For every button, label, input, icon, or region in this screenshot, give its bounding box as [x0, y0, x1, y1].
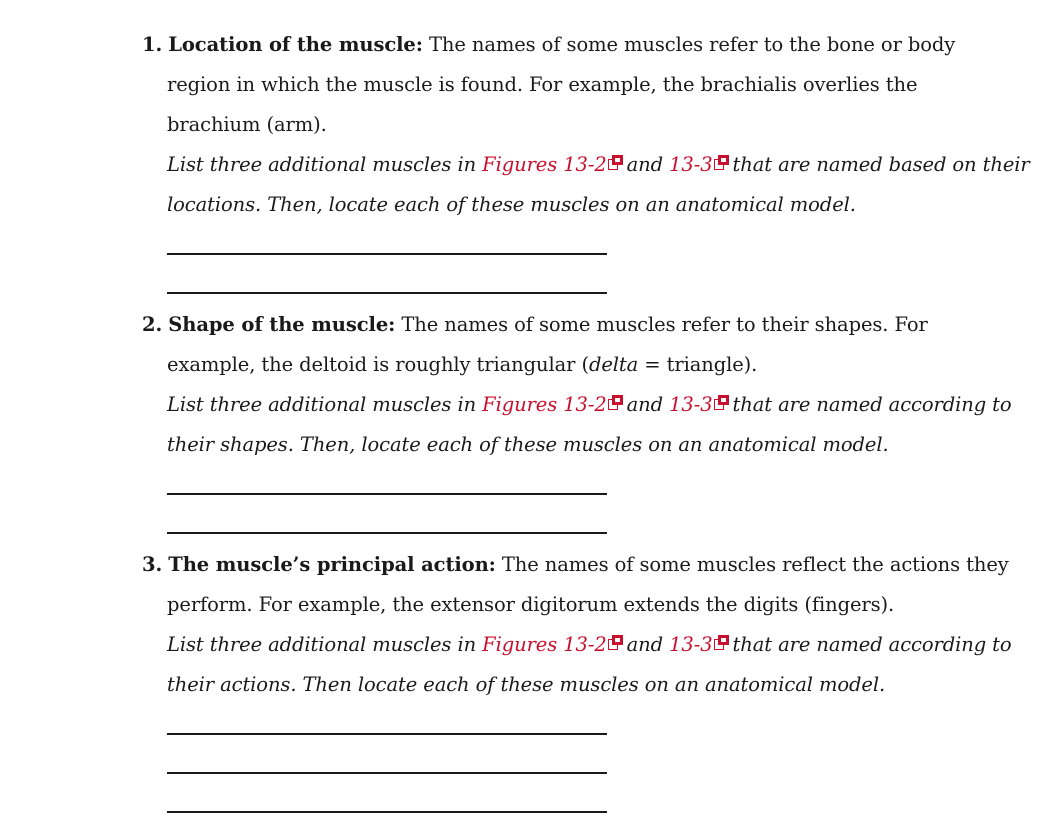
external-link-icon[interactable] — [714, 395, 731, 409]
item-heading: The muscle’s principal action: — [168, 553, 496, 576]
item-text: The names of some muscles refer to their shapes. For — [401, 313, 928, 336]
item-prompt — [167, 393, 1012, 417]
item-first-line — [142, 313, 928, 337]
figure-link-13-2[interactable]: Figures 13-2 — [482, 393, 607, 416]
item-prompt-line: locations. Then, locate each of these muscles on an anatomical model. — [167, 193, 856, 216]
figure-link-13-3[interactable]: 13-3 — [669, 153, 713, 176]
item-prompt — [167, 633, 1012, 657]
external-link-icon[interactable] — [608, 155, 625, 169]
item-text: = triangle). — [638, 353, 758, 376]
answer-blank[interactable] — [167, 811, 607, 813]
figure-link-13-2[interactable]: Figures 13-2 — [482, 633, 607, 656]
answer-blank[interactable] — [167, 253, 607, 255]
answer-blank[interactable] — [167, 493, 607, 495]
item-first-line — [142, 33, 955, 57]
prompt-text: List three additional muscles in — [167, 393, 477, 416]
prompt-text: that are named according to — [732, 393, 1012, 416]
prompt-text: that are named based on their — [732, 153, 1030, 176]
item-prompt-line: their actions. Then locate each of these muscles on an anatomical model. — [167, 673, 886, 696]
external-link-icon[interactable] — [608, 635, 625, 649]
answer-blank[interactable] — [167, 772, 607, 774]
answer-blank[interactable] — [167, 733, 607, 735]
figure-link-13-3[interactable]: 13-3 — [669, 393, 713, 416]
item-prompt — [167, 153, 1030, 177]
figure-link-13-3[interactable]: 13-3 — [669, 633, 713, 656]
external-link-icon[interactable] — [714, 635, 731, 649]
item-text-line — [167, 353, 757, 377]
prompt-text: and — [626, 633, 664, 656]
item-text: The names of some muscles refer to the bone or body — [428, 33, 956, 56]
item-text-line: perform. For example, the extensor digitorum extends the digits (fingers). — [167, 593, 895, 616]
prompt-text: and — [626, 393, 664, 416]
figure-link-13-2[interactable]: Figures 13-2 — [482, 153, 607, 176]
answer-blank[interactable] — [167, 532, 607, 534]
item-number: 1. — [142, 33, 163, 56]
item-number: 2. — [142, 313, 163, 336]
item-text-line: region in which the muscle is found. For example, the brachialis overlies the — [167, 73, 918, 96]
item-text: example, the deltoid is roughly triangular ( — [167, 353, 589, 376]
item-heading: Shape of the muscle: — [168, 313, 396, 336]
prompt-text: and — [626, 153, 664, 176]
external-link-icon[interactable] — [608, 395, 625, 409]
item-number: 3. — [142, 553, 163, 576]
item-text-line: brachium (arm). — [167, 113, 327, 136]
item-text-italic: delta — [588, 353, 639, 376]
prompt-text: that are named according to — [732, 633, 1012, 656]
answer-blank[interactable] — [167, 292, 607, 294]
item-heading: Location of the muscle: — [168, 33, 423, 56]
prompt-text: List three additional muscles in — [167, 153, 477, 176]
item-first-line — [142, 553, 1009, 577]
item-text: The names of some muscles reflect the actions they — [501, 553, 1009, 576]
external-link-icon[interactable] — [714, 155, 731, 169]
prompt-text: List three additional muscles in — [167, 633, 477, 656]
item-prompt-line: their shapes. Then, locate each of these muscles on an anatomical model. — [167, 433, 889, 456]
